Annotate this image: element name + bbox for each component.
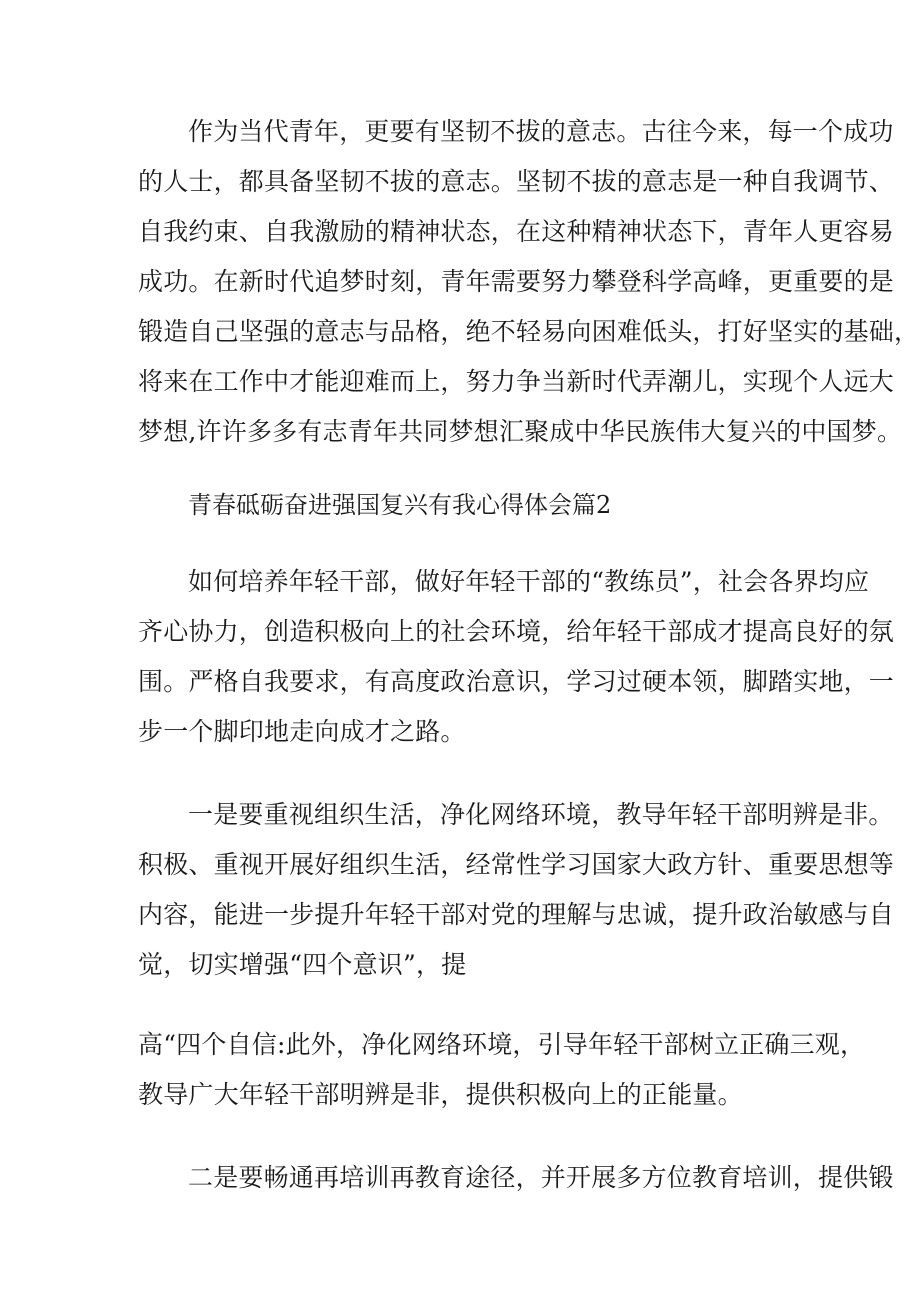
text-line: 作为当代青年，更要有坚韧不拔的意志。古往今来，每一个成功 (188, 117, 894, 146)
text-line: 高“四个自信:此外，净化网络环境，引导年轻干部树立正确三观， (138, 1030, 866, 1059)
text-line: 步一个脚印地走向成才之路。 (138, 717, 466, 746)
text-line: 齐心协力，创造积极向上的社会环境，给年轻干部成才提高良好的氛 (138, 617, 895, 646)
text-line: 将来在工作中才能迎难而上，努力争当新时代弄潮儿，实现个人远大 (138, 367, 895, 396)
text-line: 锻造自己坚强的意志与品格，绝不轻易向困难低头，打好坚实的基础， (138, 317, 920, 346)
section-title: 青春砥砺奋进强国复兴有我心得体会篇2 (188, 491, 612, 519)
text-line: 积极、重视开展好组织生活，经常性学习国家大政方针、重要思想等 (138, 850, 895, 879)
text-line: 自我约束、自我激励的精神状态，在这种精神状态下，青年人更容易 (138, 217, 895, 246)
text-line: 梦想,许许多多有志青年共同梦想汇聚成中华民族伟大复兴的中国梦。 (138, 417, 903, 446)
text-line: 如何培养年轻干部，做好年轻干部的“教练员”，社会各界均应 (188, 567, 870, 596)
text-line: 的人士，都具备坚韧不拔的意志。坚韧不拔的意志是一种自我调节、 (138, 167, 895, 196)
text-line: 成功。在新时代追梦时刻，青年需要努力攀登科学高峰，更重要的是 (138, 267, 895, 296)
text-line: 围。严格自我要求，有高度政治意识，学习过硬本领，脚踏实地，一 (138, 667, 895, 696)
text-line: 内容，能进一步提升年轻干部对党的理解与忠诚，提升政治敏感与自 (138, 900, 895, 929)
text-line: 二是要畅通再培训再教育途径，并开展多方位教育培训，提供锻 (188, 1163, 894, 1192)
text-line: 一是要重视组织生活，净化网络环境，教导年轻干部明辨是非。 (188, 800, 894, 829)
text-line: 教导广大年轻干部明辨是非，提供积极向上的正能量。 (138, 1080, 743, 1109)
text-line: 觉，切实增强“四个意识”，提 (138, 950, 467, 979)
